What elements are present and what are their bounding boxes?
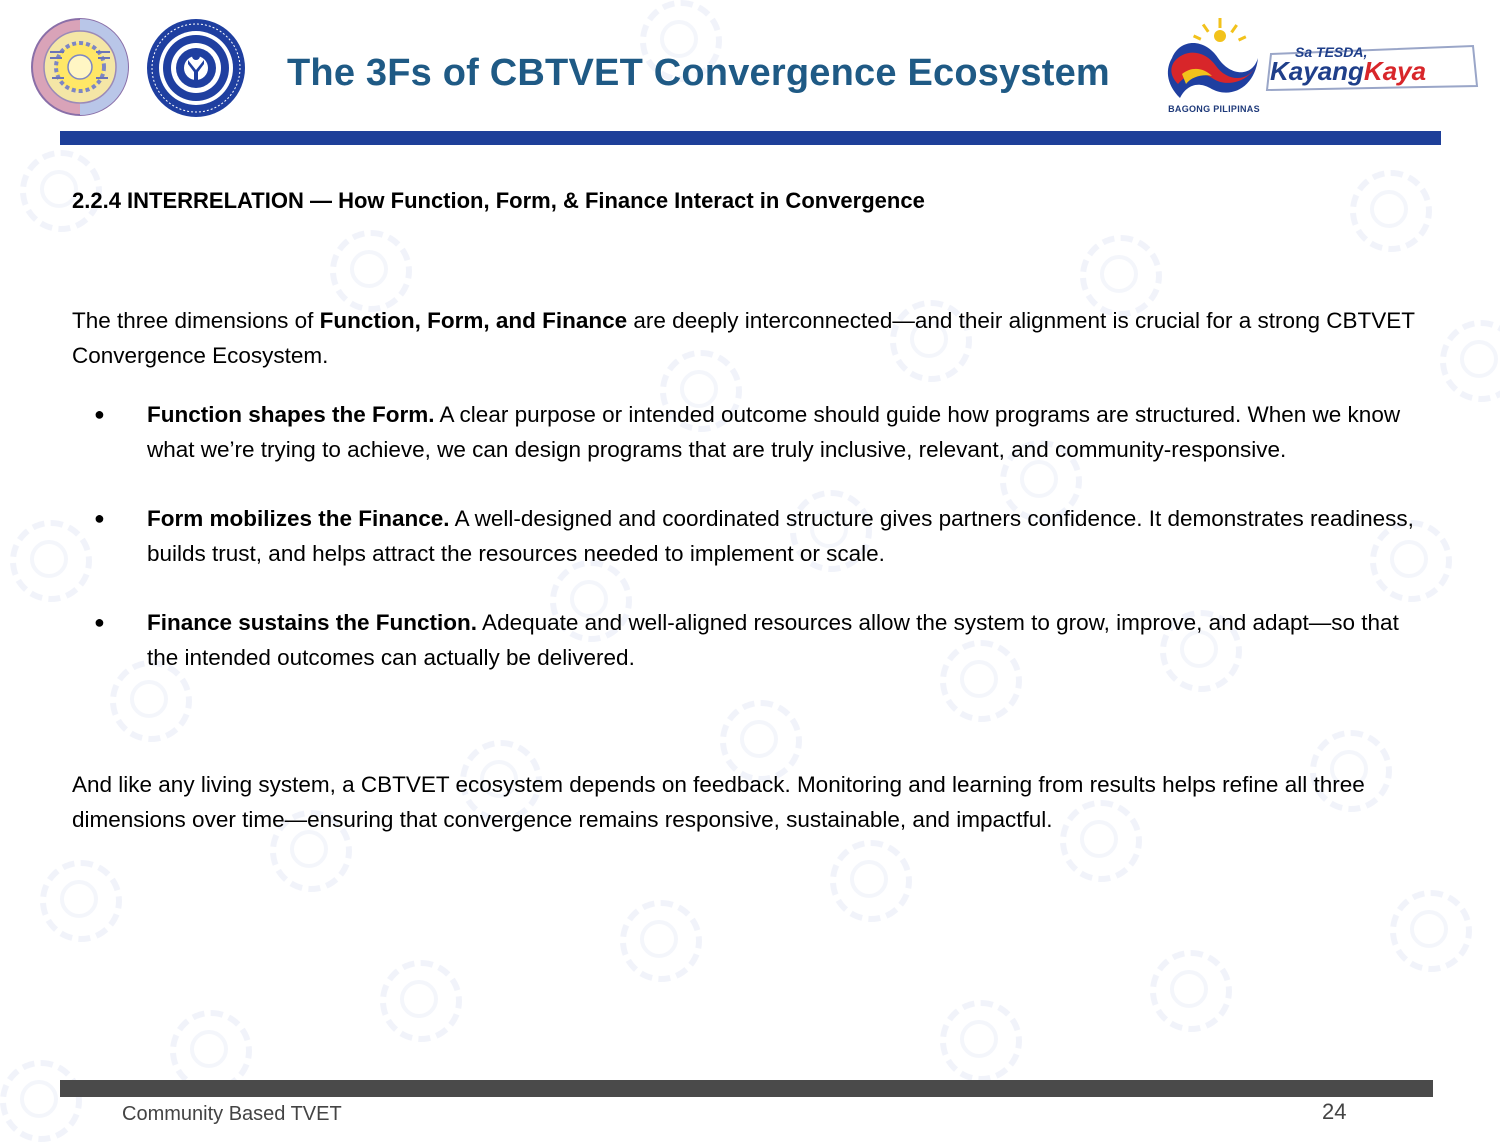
bullet-text: A well-designed and coordinated structure gives partners confidence. It demonstrates readiness, builds trust, and helps attract the resources needed to implement or scale. — [147, 506, 1414, 566]
list-item — [72, 501, 1432, 571]
tesda-logo — [146, 18, 246, 118]
bagong-pilipinas-text: BAGONG PILIPINAS — [1168, 104, 1260, 114]
intro-after: are deeply interconnected—and their alignment is crucial for a strong CBTVET Convergence Ecosystem. — [72, 308, 1415, 368]
bagong-pilipinas-logo — [1160, 18, 1265, 118]
slogan-kaya: Kaya — [1363, 56, 1427, 86]
bullet-text: Adequate and well-aligned resources allow the system to grow, improve, and adapt—so that the intended outcomes can actually be delivered. — [147, 610, 1399, 670]
bullet-text: A clear purpose or intended outcome should guide how programs are structured. When we know what we’re trying to achieve, we can design programs that are truly inclusive, relevant, and community-responsive. — [147, 402, 1401, 462]
section-heading: 2.2.4 INTERRELATION — How Function, Form, & Finance Interact in Convergence — [72, 188, 925, 213]
list-item — [72, 397, 1432, 467]
bullet-lead: Form mobilizes the Finance. — [147, 506, 450, 531]
bullet-lead: Function shapes the Form. — [147, 402, 435, 427]
bullet-dot: ● — [94, 404, 105, 424]
footer-label: Community Based TVET — [122, 1103, 342, 1125]
bullet-lead: Finance sustains the Function. — [147, 610, 478, 635]
interrelation-list — [72, 397, 1432, 709]
closing-paragraph: And like any living system, a CBTVET ecosystem depends on feedback. Monitoring and learning from results helps refine all three dimensions over time—ensuring that convergence remains responsive, sustainable, and impactful. — [72, 772, 1365, 832]
intro-paragraph — [72, 303, 1432, 373]
page-title: The 3Fs of CBTVET Convergence Ecosystem — [287, 52, 1110, 94]
intro-before: The three dimensions of — [72, 308, 320, 333]
slogan-kayang: Kayang — [1270, 56, 1364, 86]
page-number: 24 — [1322, 1099, 1347, 1124]
slogan-big — [1270, 56, 1426, 87]
intro-bold: Function, Form, and Finance — [319, 308, 628, 333]
seal-logo — [30, 17, 130, 117]
list-item — [72, 605, 1432, 675]
bullet-dot: ● — [94, 612, 105, 632]
header-divider — [60, 131, 1441, 145]
footer-divider — [60, 1080, 1433, 1097]
slogan-small: Sa TESDA, — [1295, 44, 1368, 60]
bullet-dot: ● — [94, 508, 105, 528]
